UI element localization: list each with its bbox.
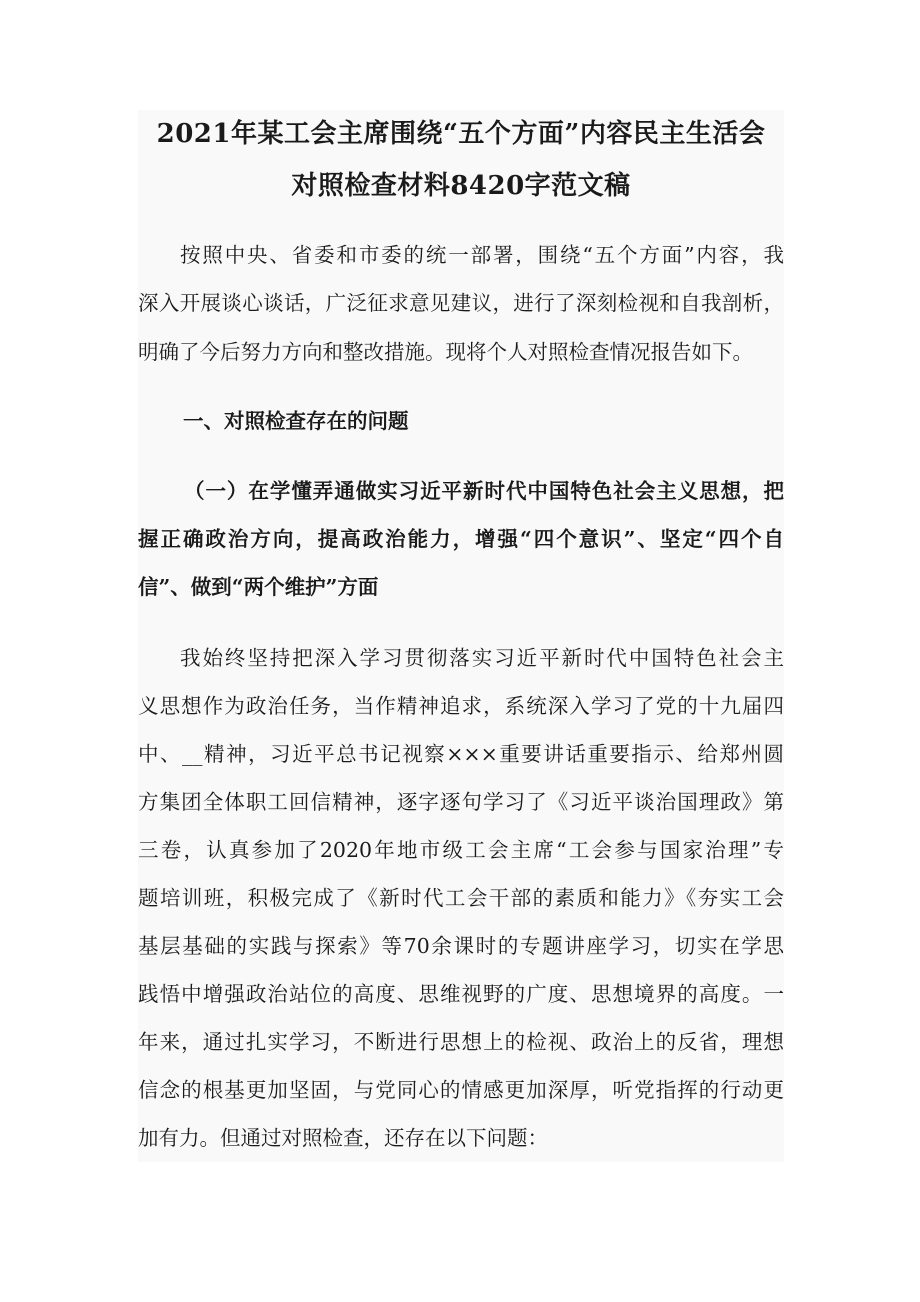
body-line-10: 信念的根基更加坚固，与党同心的情感更加深厚，听党指挥的行动更 — [138, 1078, 784, 1102]
subsection-heading-line-2: 握正确政治方向，提高政治能力，增强“四个意识”、坚定“四个自 — [138, 527, 784, 551]
document-title-line-1: 2021年某工会主席围绕“五个方面”内容民主生活会 — [156, 119, 766, 149]
intro-line-1: 按照中央、省委和市委的统一部署，围绕“五个方面”内容，我 — [180, 243, 784, 267]
body-line-8: 践悟中增强政治站位的高度、思维视野的广度、思想境界的高度。一 — [138, 982, 784, 1006]
body-line-2: 义思想作为政治任务，当作精神追求，系统深入学习了党的十九届四 — [138, 694, 784, 718]
intro-line-3: 明确了今后努力方向和整改措施。现将个人对照检查情况报告如下。 — [138, 340, 753, 364]
body-line-3: 中、__精神，习近平总书记视察×××重要讲话重要指示、给郑州圆 — [138, 742, 784, 766]
body-line-6: 题培训班，积极完成了《新时代工会干部的素质和能力》《夯实工会 — [138, 886, 784, 910]
subsection-heading-line-3: 信”、做到“两个维护”方面 — [138, 575, 379, 599]
section-heading: 一、对照检查存在的问题 — [183, 409, 409, 433]
intro-line-2: 深入开展谈心谈话，广泛征求意见建议，进行了深刻检视和自我剖析， — [138, 291, 784, 315]
body-line-7: 基层基础的实践与探索》等70余课时的专题讲座学习，切实在学思 — [138, 934, 784, 958]
body-line-4: 方集团全体职工回信精神，逐字逐句学习了《习近平谈治国理政》第 — [138, 790, 784, 814]
body-line-9: 年来，通过扎实学习，不断进行思想上的检视、政治上的反省，理想 — [138, 1030, 784, 1054]
body-line-5: 三卷，认真参加了2020年地市级工会主席“工会参与国家治理”专 — [138, 838, 784, 862]
subsection-heading-line-1: （一）在学懂弄通做实习近平新时代中国特色社会主义思想，把 — [184, 479, 784, 503]
body-line-1: 我始终坚持把深入学习贯彻落实习近平新时代中国特色社会主 — [180, 646, 784, 670]
body-line-11: 加有力。但通过对照检查，还存在以下问题： — [138, 1126, 548, 1150]
document-title-line-2: 对照检查材料8420字范文稿 — [291, 171, 631, 201]
